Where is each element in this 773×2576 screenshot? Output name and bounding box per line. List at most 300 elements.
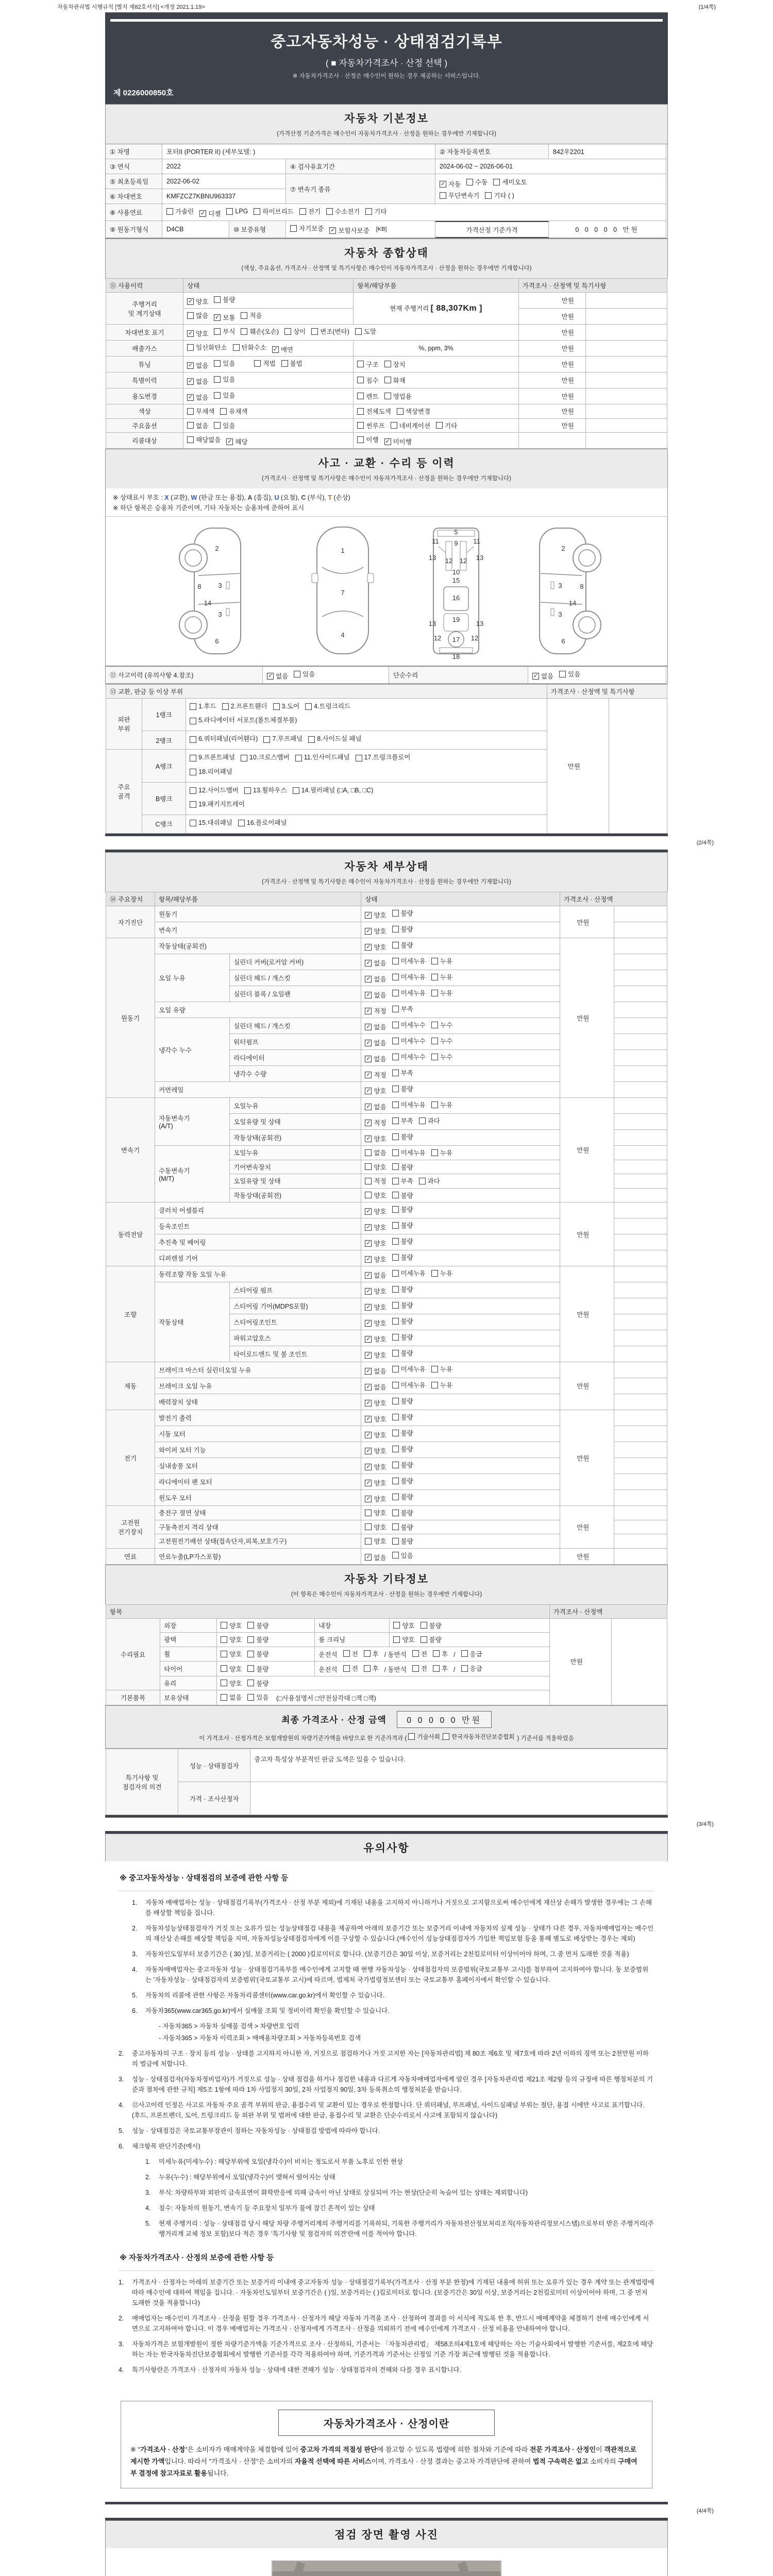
- checkbox[interactable]: [221, 1680, 227, 1686]
- checkbox[interactable]: [365, 944, 372, 951]
- checkbox[interactable]: [392, 1430, 399, 1436]
- checkbox[interactable]: [431, 1366, 438, 1372]
- checkbox[interactable]: [365, 1178, 372, 1184]
- checkbox[interactable]: [392, 1510, 399, 1516]
- state-options: [361, 1426, 560, 1442]
- checkbox[interactable]: [190, 820, 196, 826]
- checkbox[interactable]: [392, 1302, 399, 1309]
- checkbox[interactable]: [412, 1665, 419, 1672]
- checkbox-label: 불량: [400, 1523, 413, 1531]
- checkbox-option: [365, 1366, 386, 1376]
- checkbox[interactable]: [187, 436, 194, 443]
- checkbox[interactable]: [355, 328, 362, 335]
- rank-items: [186, 731, 547, 750]
- checkbox-option: [365, 1522, 386, 1532]
- checkbox-group: [357, 394, 417, 401]
- checkbox[interactable]: [440, 192, 446, 199]
- note-cell: [614, 1506, 667, 1520]
- checkbox[interactable]: [384, 361, 391, 367]
- checkbox[interactable]: [365, 1400, 372, 1406]
- basic-items-options: [217, 1690, 550, 1705]
- price-box-title: 자동차가격조사 · 산정이란: [278, 2410, 495, 2436]
- checkbox[interactable]: [214, 360, 221, 367]
- checkbox[interactable]: [226, 208, 233, 215]
- notice-subitem: [145, 2203, 654, 2213]
- checkbox[interactable]: [365, 1040, 372, 1046]
- note-cell: [614, 1160, 667, 1174]
- checkbox[interactable]: [187, 344, 194, 351]
- checkbox[interactable]: [247, 1680, 254, 1686]
- checkbox[interactable]: [392, 1446, 399, 1452]
- checkbox-option: [343, 1664, 358, 1673]
- checkbox[interactable]: [392, 1478, 399, 1484]
- checkbox[interactable]: [419, 1178, 426, 1184]
- checkbox[interactable]: [281, 360, 288, 367]
- panel-number: 3: [218, 611, 222, 618]
- checkbox[interactable]: [392, 1350, 399, 1357]
- note-cell: [585, 404, 667, 419]
- checkbox[interactable]: [364, 1665, 371, 1672]
- checkbox-option: [187, 393, 208, 402]
- checkbox[interactable]: [357, 408, 364, 415]
- checkbox[interactable]: [190, 736, 196, 743]
- checkbox[interactable]: [329, 227, 336, 234]
- device-group-label: 연료: [106, 1548, 155, 1564]
- state-options: [361, 1490, 560, 1506]
- checkbox[interactable]: [365, 1008, 372, 1014]
- checkbox[interactable]: [436, 422, 443, 429]
- checkbox[interactable]: [365, 1554, 372, 1561]
- checkbox-option: [233, 343, 266, 352]
- checkbox-option: [392, 908, 413, 918]
- checkbox[interactable]: [392, 1222, 399, 1229]
- checkbox[interactable]: [190, 755, 196, 761]
- usage-state: [183, 433, 354, 449]
- checkbox[interactable]: [392, 1206, 399, 1213]
- checkbox[interactable]: [365, 1352, 372, 1359]
- checkbox[interactable]: [392, 1334, 399, 1341]
- checkbox[interactable]: [365, 1149, 372, 1156]
- checkbox[interactable]: [365, 1480, 372, 1486]
- checkbox-option: /: [453, 1651, 456, 1658]
- checkbox[interactable]: [392, 1117, 399, 1124]
- checkbox-group: [187, 393, 241, 400]
- checkbox[interactable]: [365, 1416, 372, 1422]
- checkbox[interactable]: [392, 1254, 399, 1261]
- checkbox[interactable]: [254, 208, 260, 215]
- checkbox[interactable]: [431, 1054, 438, 1060]
- checkbox[interactable]: [294, 671, 300, 677]
- checkbox[interactable]: [392, 990, 399, 996]
- checkbox[interactable]: [365, 1120, 372, 1126]
- checkbox[interactable]: [187, 422, 194, 429]
- checkbox[interactable]: [392, 1192, 399, 1198]
- checkbox[interactable]: [392, 974, 399, 980]
- checkbox[interactable]: [412, 1650, 419, 1657]
- checkbox-label: 없음: [374, 1104, 386, 1111]
- checkbox[interactable]: [384, 438, 391, 445]
- checkbox-option: [392, 1396, 413, 1405]
- checkbox[interactable]: [365, 1510, 372, 1516]
- checkbox-label: 불법: [290, 360, 303, 367]
- checkbox[interactable]: [431, 1038, 438, 1044]
- checkbox[interactable]: [357, 393, 364, 399]
- checkbox[interactable]: [392, 1382, 399, 1388]
- checkbox[interactable]: [190, 787, 196, 794]
- checkbox[interactable]: [357, 422, 364, 429]
- checkbox-label: 불량: [256, 1651, 269, 1658]
- checkbox-option: [326, 207, 360, 216]
- legend-segment: T: [328, 494, 332, 501]
- checkbox[interactable]: [214, 422, 221, 429]
- checkbox-label: 기타 ( ): [494, 192, 514, 199]
- legend-note: ※ 하단 항목은 승용차 기준이며, 기타 자동차는 승용차에 준하여 표시: [113, 504, 305, 512]
- checkbox-label: 불량: [400, 1192, 413, 1199]
- checkbox-option: [365, 1270, 386, 1280]
- checkbox[interactable]: [238, 820, 245, 826]
- checkbox[interactable]: [226, 438, 233, 445]
- checkbox[interactable]: [384, 377, 391, 383]
- checkbox-label: 양호: [374, 928, 386, 935]
- checkbox[interactable]: [393, 1622, 400, 1629]
- checkbox[interactable]: [392, 1366, 399, 1372]
- checkbox[interactable]: [343, 1665, 350, 1672]
- checkbox[interactable]: [392, 1286, 399, 1293]
- checkbox[interactable]: [221, 1665, 227, 1672]
- checkbox-group: [365, 1071, 418, 1078]
- checkbox[interactable]: [392, 1523, 399, 1530]
- checkbox[interactable]: [221, 1636, 227, 1643]
- checkbox[interactable]: [220, 408, 227, 415]
- checkbox[interactable]: [357, 361, 364, 367]
- checkbox[interactable]: [365, 928, 372, 935]
- note-cell: [614, 954, 667, 970]
- checkbox[interactable]: [263, 736, 270, 743]
- checkbox[interactable]: [392, 910, 399, 917]
- checkbox[interactable]: [433, 1650, 440, 1657]
- checkbox-option: [431, 1380, 452, 1389]
- checkbox[interactable]: [364, 1650, 371, 1657]
- checkbox[interactable]: [305, 703, 312, 710]
- checkbox[interactable]: [187, 394, 194, 401]
- checkbox[interactable]: [365, 1523, 372, 1530]
- checkbox[interactable]: [365, 1163, 372, 1170]
- checkbox[interactable]: [187, 330, 194, 337]
- checkbox-label: 양호: [229, 1651, 242, 1658]
- checkbox[interactable]: [187, 298, 194, 305]
- checkbox-label: 불량: [400, 1086, 413, 1093]
- checkbox[interactable]: [431, 1270, 438, 1277]
- checkbox[interactable]: [431, 974, 438, 980]
- usage-label: 색상: [106, 404, 183, 419]
- checkbox[interactable]: [365, 976, 372, 982]
- checkbox[interactable]: [199, 210, 206, 217]
- checkbox[interactable]: [391, 422, 397, 429]
- panel-option: [190, 799, 245, 811]
- checkbox[interactable]: [461, 1665, 468, 1672]
- panel-number: 3: [558, 611, 562, 618]
- checkbox[interactable]: [421, 1636, 427, 1643]
- checkbox[interactable]: [187, 378, 194, 385]
- checkbox[interactable]: [365, 1240, 372, 1247]
- checkbox[interactable]: [365, 1432, 372, 1438]
- checkbox[interactable]: [343, 1650, 350, 1657]
- checkbox[interactable]: [392, 1462, 399, 1468]
- state-options: [361, 1506, 560, 1520]
- checkbox[interactable]: [284, 328, 291, 335]
- checkbox[interactable]: [299, 208, 306, 215]
- checkbox[interactable]: [241, 755, 247, 761]
- checkbox[interactable]: [311, 328, 318, 335]
- checkbox[interactable]: [247, 1651, 254, 1657]
- checkbox[interactable]: [214, 328, 221, 335]
- checkbox[interactable]: [365, 1464, 372, 1470]
- checkbox[interactable]: [365, 1072, 372, 1078]
- checkbox[interactable]: [392, 1398, 399, 1404]
- checkbox[interactable]: [187, 312, 194, 319]
- checkbox[interactable]: [308, 736, 315, 743]
- mileage-cell: [354, 293, 518, 325]
- checkbox[interactable]: [431, 1382, 438, 1388]
- checkbox-option: [221, 1621, 242, 1630]
- checkbox[interactable]: [461, 1650, 468, 1657]
- checkbox[interactable]: [365, 1104, 372, 1110]
- checkbox[interactable]: [247, 1694, 254, 1701]
- checkbox[interactable]: [365, 1288, 372, 1295]
- state-options: [361, 1548, 560, 1564]
- checkbox-option: [384, 392, 412, 401]
- checkbox[interactable]: [384, 393, 391, 399]
- checkbox[interactable]: [241, 312, 247, 319]
- state-options: [361, 1442, 560, 1458]
- checkbox[interactable]: [214, 376, 221, 383]
- checkbox[interactable]: [392, 1178, 399, 1184]
- checkbox[interactable]: [431, 1022, 438, 1028]
- checkbox-label: 양호: [229, 1636, 242, 1643]
- checkbox[interactable]: [365, 912, 372, 919]
- page-marker-2: (2/4쪽): [696, 840, 714, 846]
- checkbox[interactable]: [365, 1496, 372, 1502]
- checkbox[interactable]: [392, 1070, 399, 1076]
- repair-position-options: [315, 1662, 549, 1676]
- checkbox-option: [421, 1621, 442, 1630]
- checkbox[interactable]: [365, 1136, 372, 1142]
- state-options: [361, 1188, 560, 1202]
- checkbox[interactable]: [295, 755, 302, 761]
- checkbox[interactable]: [392, 1086, 399, 1092]
- legend-segment: U: [274, 494, 279, 501]
- checkbox[interactable]: [431, 1101, 438, 1108]
- checkbox[interactable]: [187, 362, 194, 369]
- field-label: ② 자동차등록번호: [435, 144, 549, 159]
- checkbox[interactable]: [247, 1636, 254, 1643]
- checkbox[interactable]: [392, 1133, 399, 1140]
- checkbox-label: 불량: [400, 1286, 413, 1293]
- checkbox-option: [392, 1084, 413, 1093]
- checkbox[interactable]: [392, 1270, 399, 1277]
- notice-item: [119, 2339, 654, 2360]
- checkbox-option: 운전석: [318, 1651, 338, 1658]
- checkbox[interactable]: [419, 1117, 426, 1124]
- checkbox[interactable]: [365, 1024, 372, 1030]
- notice-item-number: 3.: [132, 1951, 138, 1958]
- checkbox[interactable]: [190, 801, 196, 808]
- item-label: 냉각수 누수: [155, 1018, 230, 1082]
- checkbox-label: 적법: [263, 360, 276, 367]
- checkbox[interactable]: [493, 179, 500, 185]
- checkbox[interactable]: [392, 1054, 399, 1060]
- checkbox-label: 없음: [374, 1384, 386, 1391]
- checkbox-option: [365, 1223, 386, 1232]
- price-box-segment: 됩니다.: [207, 2469, 229, 2477]
- rank-items: [186, 750, 547, 782]
- checkbox[interactable]: [392, 1038, 399, 1044]
- price-box-segment: 법적 구속력은 없고: [532, 2458, 589, 2466]
- checkbox[interactable]: [357, 377, 364, 383]
- checkbox[interactable]: [365, 1384, 372, 1391]
- note-cell: [614, 938, 667, 954]
- checkbox[interactable]: [365, 1088, 372, 1094]
- checkbox[interactable]: [365, 992, 372, 998]
- checkbox[interactable]: [272, 346, 279, 353]
- checkbox[interactable]: [393, 1636, 400, 1643]
- panel-option: [222, 701, 267, 713]
- subitem-label: 스티어링조인트: [230, 1314, 361, 1330]
- checkbox[interactable]: [357, 436, 364, 443]
- checkbox[interactable]: [485, 192, 492, 199]
- checkbox[interactable]: [392, 1318, 399, 1325]
- checkbox-label: 13.휠하우스: [253, 786, 287, 794]
- checkbox-option: [365, 1162, 386, 1172]
- checkbox[interactable]: [392, 1149, 399, 1156]
- checkbox[interactable]: [392, 1414, 399, 1420]
- checkbox[interactable]: [254, 360, 261, 367]
- checkbox[interactable]: [267, 673, 274, 680]
- checkbox[interactable]: [365, 960, 372, 967]
- checkbox[interactable]: [365, 1320, 372, 1327]
- checkbox[interactable]: [214, 314, 221, 321]
- checkbox-group: [365, 1007, 418, 1014]
- checkbox[interactable]: [392, 1494, 399, 1500]
- checkbox[interactable]: [365, 1448, 372, 1454]
- checkbox[interactable]: [365, 1192, 372, 1198]
- checkbox[interactable]: [392, 1101, 399, 1108]
- usage-state: [183, 357, 354, 372]
- checkbox-label: 없음: [374, 1554, 386, 1562]
- checkbox[interactable]: [365, 1056, 372, 1062]
- checkbox[interactable]: [443, 1733, 449, 1740]
- checkbox[interactable]: [190, 703, 196, 710]
- item-label: 커먼레일: [155, 1082, 361, 1098]
- checkbox-option: [431, 1036, 452, 1045]
- item-label: 수동변속기 (M/T): [155, 1146, 230, 1202]
- checkbox[interactable]: [392, 1238, 399, 1245]
- checkbox-option: [365, 1118, 386, 1127]
- checkbox[interactable]: [392, 942, 399, 948]
- checkbox-group: [365, 1039, 458, 1046]
- notice-section-head: ※ 중고자동차성능 · 상태점검의 보증에 관한 사항 등: [119, 1865, 654, 1891]
- usage-state: [183, 418, 354, 433]
- checkbox[interactable]: [222, 703, 229, 710]
- checkbox[interactable]: [433, 1665, 440, 1672]
- checkbox[interactable]: [244, 787, 251, 794]
- checkbox[interactable]: [397, 408, 404, 415]
- checkbox[interactable]: [431, 1149, 438, 1156]
- checkbox[interactable]: [365, 1368, 372, 1375]
- checkbox[interactable]: [247, 1622, 254, 1629]
- checkbox[interactable]: [466, 179, 473, 185]
- checkbox[interactable]: [408, 1733, 415, 1740]
- checkbox[interactable]: [392, 1006, 399, 1012]
- checkbox[interactable]: [214, 392, 221, 399]
- checkbox[interactable]: [365, 1272, 372, 1279]
- checkbox[interactable]: [190, 718, 196, 724]
- checkbox[interactable]: [293, 787, 299, 794]
- legend-segment: (교환),: [169, 494, 191, 501]
- checkbox[interactable]: [233, 344, 240, 351]
- checkbox[interactable]: [214, 296, 221, 303]
- state-options: [361, 1394, 560, 1410]
- checkbox[interactable]: [241, 328, 247, 335]
- note-cell: [614, 1098, 667, 1114]
- checkbox-label: 없음: [196, 362, 209, 369]
- checkbox[interactable]: [190, 769, 196, 775]
- checkbox[interactable]: [273, 703, 280, 710]
- checkbox[interactable]: [392, 1552, 399, 1558]
- checkbox-label: 불량: [400, 1163, 413, 1171]
- checkbox[interactable]: [365, 1538, 372, 1545]
- checkbox[interactable]: [559, 671, 566, 677]
- price-cell: 만원: [560, 1548, 614, 1564]
- field-value: 2024-06-02 ~ 2026-06-01: [435, 159, 666, 174]
- checkbox[interactable]: [221, 1694, 227, 1701]
- checkbox[interactable]: [247, 1665, 254, 1672]
- checkbox[interactable]: [356, 755, 362, 761]
- checkbox[interactable]: [187, 408, 194, 415]
- checkbox-group: [365, 1479, 418, 1486]
- checkbox[interactable]: [532, 673, 539, 680]
- checkbox[interactable]: [392, 1022, 399, 1028]
- checkbox-label: 누유: [440, 990, 453, 997]
- checkbox[interactable]: [290, 225, 297, 232]
- checkbox[interactable]: [365, 1208, 372, 1215]
- checkbox[interactable]: [392, 958, 399, 964]
- checkbox[interactable]: [365, 1224, 372, 1231]
- checkbox[interactable]: [392, 1538, 399, 1545]
- checkbox[interactable]: [431, 958, 438, 964]
- checkbox[interactable]: [365, 1256, 372, 1263]
- checkbox-option: [365, 1494, 386, 1503]
- checkbox[interactable]: [365, 1336, 372, 1343]
- checkbox[interactable]: [221, 1622, 227, 1629]
- checkbox-label: 불량: [400, 1414, 413, 1421]
- checkbox[interactable]: [392, 926, 399, 933]
- checkbox[interactable]: [431, 990, 438, 996]
- checkbox[interactable]: [365, 208, 372, 215]
- checkbox[interactable]: [326, 208, 333, 215]
- checkbox[interactable]: [365, 1304, 372, 1311]
- usage-item: [354, 404, 518, 419]
- note-cell: [614, 1520, 667, 1534]
- panel-number: 6: [561, 637, 565, 645]
- checkbox[interactable]: [221, 1651, 227, 1657]
- checkbox[interactable]: [440, 181, 446, 188]
- checkbox[interactable]: [166, 208, 173, 215]
- checkbox[interactable]: [392, 1163, 399, 1170]
- checkbox[interactable]: [421, 1622, 427, 1629]
- panel-number: 19: [452, 616, 460, 623]
- checkbox-option: [187, 361, 208, 370]
